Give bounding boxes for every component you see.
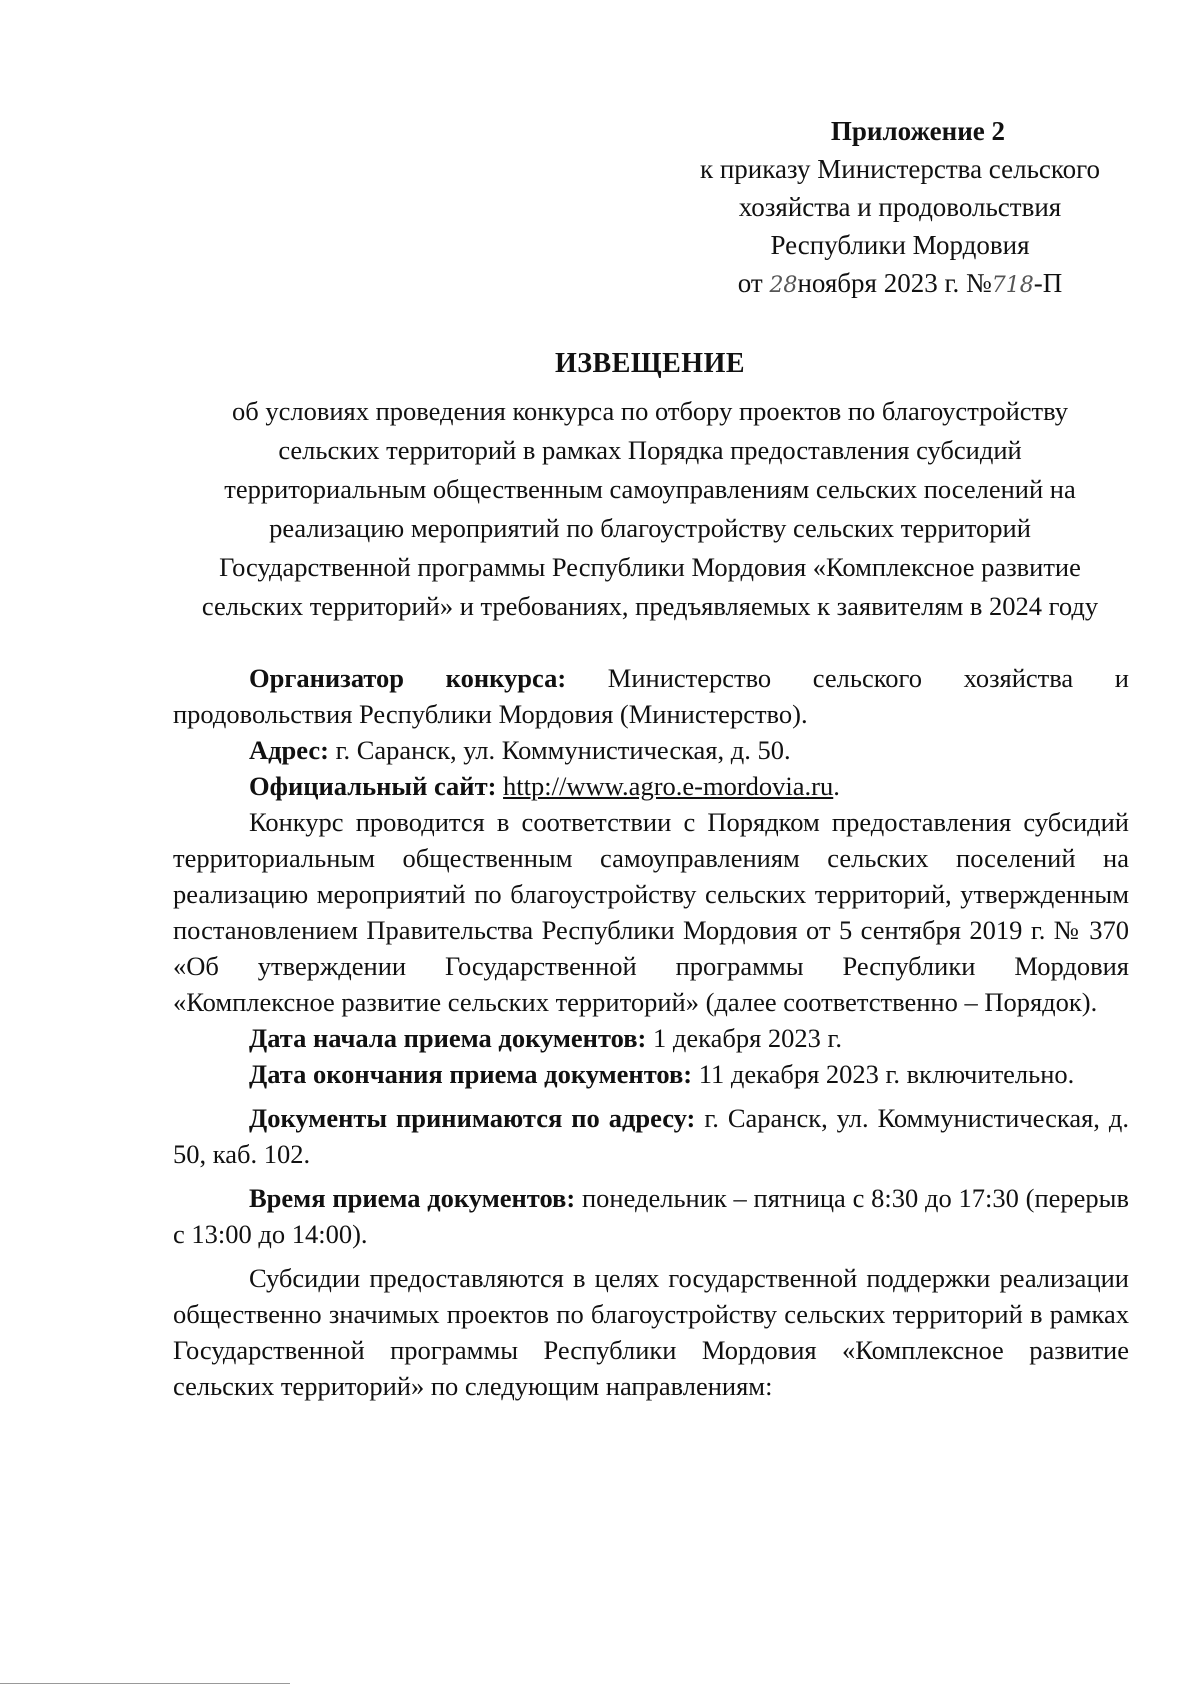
start-date-label: Дата начала приема документов: — [249, 1023, 647, 1053]
date-rest: ноября 2023 г. № — [797, 268, 992, 298]
address-value: г. Саранск, ул. Коммунистическая, д. 50. — [328, 735, 791, 765]
address-paragraph — [173, 732, 1129, 768]
notice-subtitle: об условиях проведения конкурса по отбору проектов по благоустройству сельских территорий в рамках Порядка предоставления субсидий территориальным общественным самоуправлениям сельских поселений на реализацию мероприятий по благоустройству сельских территорий Государственной программы Республики Мордовия «Комплексное развитие сельских территорий» и требованиях, предъявляемых к заявителям в 2024 году — [201, 396, 1099, 621]
end-date-value: 11 декабря 2023 г. включительно. — [692, 1059, 1075, 1089]
handwritten-order-number: 718 — [991, 273, 1034, 298]
site-paragraph — [173, 768, 1129, 804]
appendix-line-2: хозяйства и продовольствия — [738, 192, 1062, 222]
address-label: Адрес: — [249, 735, 329, 765]
appendix-date-line — [620, 264, 1180, 305]
time-value: понедельник – пятница с 8:30 до 17:30 (перерыв с 13:00 до 14:00). — [173, 1183, 1129, 1249]
date-prefix: от — [737, 268, 770, 298]
subsidy-paragraph: Субсидии предоставляются в целях государственной поддержки реализации общественно значимых проектов по благоустройству сельских территорий в рамках Государственной программы Республики Мордовия «Комплексное развитие сельских территорий» по следующим направлениям: — [173, 1263, 1129, 1401]
docs-label: Документы принимаются по адресу: — [249, 1103, 696, 1133]
start-date-value: 1 декабря 2023 г. — [646, 1023, 843, 1053]
site-end: . — [833, 771, 840, 801]
time-paragraph — [173, 1180, 1129, 1252]
footer-rule — [0, 1683, 290, 1684]
time-label: Время приема документов: — [249, 1183, 576, 1213]
end-date-label: Дата окончания приема документов: — [249, 1059, 693, 1089]
end-date-paragraph — [173, 1056, 1129, 1092]
docs-paragraph — [173, 1100, 1129, 1172]
site-link[interactable]: http://www.agro.e-mordovia.ru — [503, 771, 834, 801]
handwritten-day: 28 — [769, 273, 798, 298]
site-label: Официальный сайт: — [249, 771, 497, 801]
order-suffix: -П — [1033, 268, 1063, 298]
organizer-paragraph — [173, 660, 1129, 732]
notice-title: ИЗВЕЩЕНИЕ — [554, 348, 746, 379]
appendix-title: Приложение 2 — [830, 116, 1005, 146]
appendix-header — [620, 112, 1180, 305]
appendix-line-3: Республики Мордовия — [770, 230, 1030, 260]
organizer-value: Министерство сельского хозяйства и продовольствия Республики Мордовия (Министерство). — [173, 663, 1129, 729]
organizer-label: Организатор конкурса: — [249, 663, 567, 693]
start-date-paragraph — [173, 1020, 1129, 1056]
appendix-line-1: к приказу Министерства сельского — [699, 154, 1101, 184]
docs-value: г. Саранск, ул. Коммунистическая, д. 50, каб. 102. — [173, 1103, 1129, 1169]
contest-paragraph: Конкурс проводится в соответствии с Порядком предоставления субсидий территориальным общественным самоуправлениям сельских поселений на реализацию мероприятий по благоустройству сельских территорий, утвержденным постановлением Правительства Республики Мордовия от 5 сентября 2019 г. № 370 «Об утверждении Государственной программы Республики Мордовия «Комплексное развитие сельских территорий» (далее соответственно – Порядок). — [173, 807, 1129, 1017]
notice-body — [173, 660, 1129, 1404]
